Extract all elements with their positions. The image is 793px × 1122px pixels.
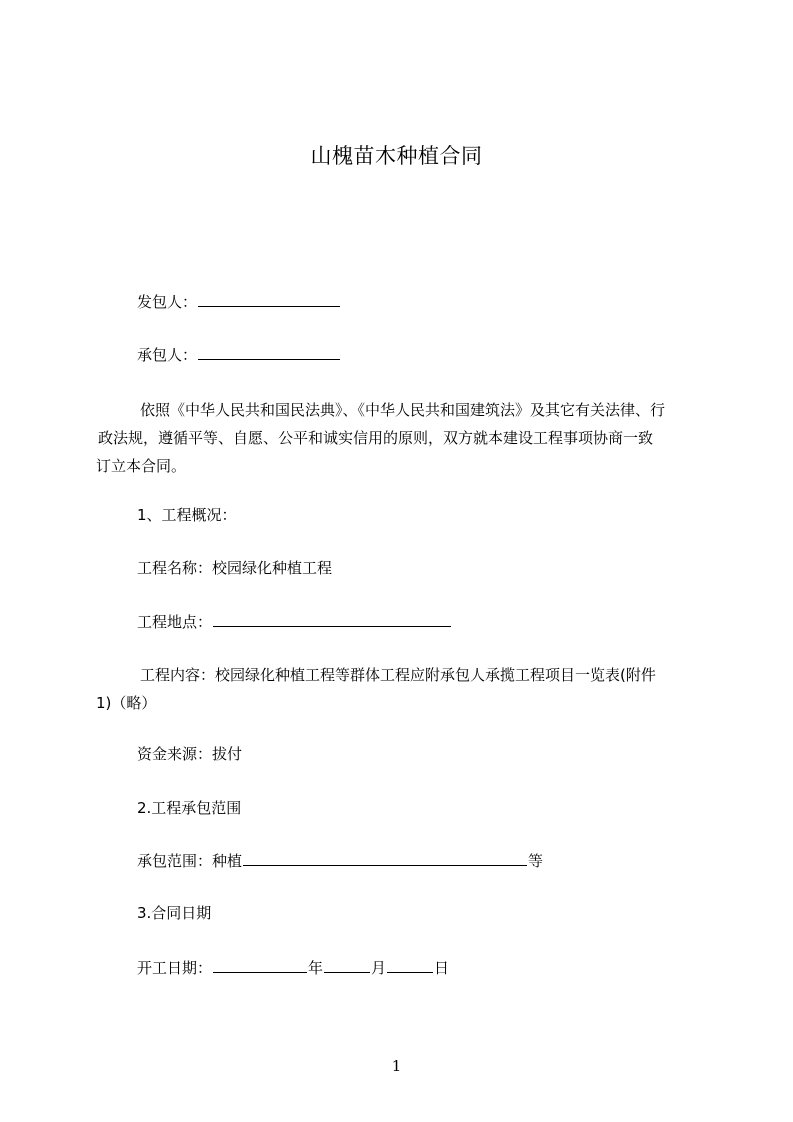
project-content-line-1: 工程内容：校园绿化种植工程等群体工程应附承包人承揽工程项目一览表(附件 [140,666,656,684]
project-location-line [137,611,452,632]
project-content-paragraph [96,661,702,717]
preamble-line-3: 订立本合同。 [96,457,187,475]
page-number: 1 [391,1057,402,1075]
scope-suffix: 等 [528,852,544,870]
year-label: 年 [308,959,324,977]
employer-blank[interactable] [198,291,340,307]
contractor-label: 承包人： [137,346,198,364]
employer-label: 发包人： [137,293,198,311]
project-location-blank[interactable] [213,611,451,627]
start-day-blank[interactable] [387,957,433,973]
preamble-paragraph [96,396,702,480]
start-month-blank[interactable] [324,957,370,973]
scope-blank[interactable] [243,850,527,866]
preamble-line-2: 政法规，遵循平等、自愿、公平和诚实信用的原则，双方就本建设工程事项协商一致 [98,429,654,447]
month-label: 月 [371,959,387,977]
contractor-line [137,344,341,365]
section-3-heading: 3.合同日期 [137,904,212,922]
start-date-label: 开工日期： [137,959,213,977]
section-1-heading: 1、工程概况： [137,506,237,524]
scope-label: 承包范围：种植 [137,852,243,870]
document-title: 山槐苗木种植合同 [310,144,483,168]
project-name: 工程名称：校园绿化种植工程 [137,559,333,577]
preamble-line-1: 依照《中华人民共和国民法典》、《中华人民共和国建筑法》及其它有关法律、行 [140,401,666,419]
start-year-blank[interactable] [213,957,307,973]
contractor-blank[interactable] [198,344,340,360]
section-2-heading: 2.工程承包范围 [137,799,242,817]
day-label: 日 [434,959,450,977]
scope-line [137,850,543,871]
project-content-line-2: 1)（略） [96,694,157,712]
employer-line [137,291,341,312]
project-location-label: 工程地点： [137,613,213,631]
funding-source: 资金来源：拔付 [137,745,243,763]
start-date-line [137,957,449,978]
